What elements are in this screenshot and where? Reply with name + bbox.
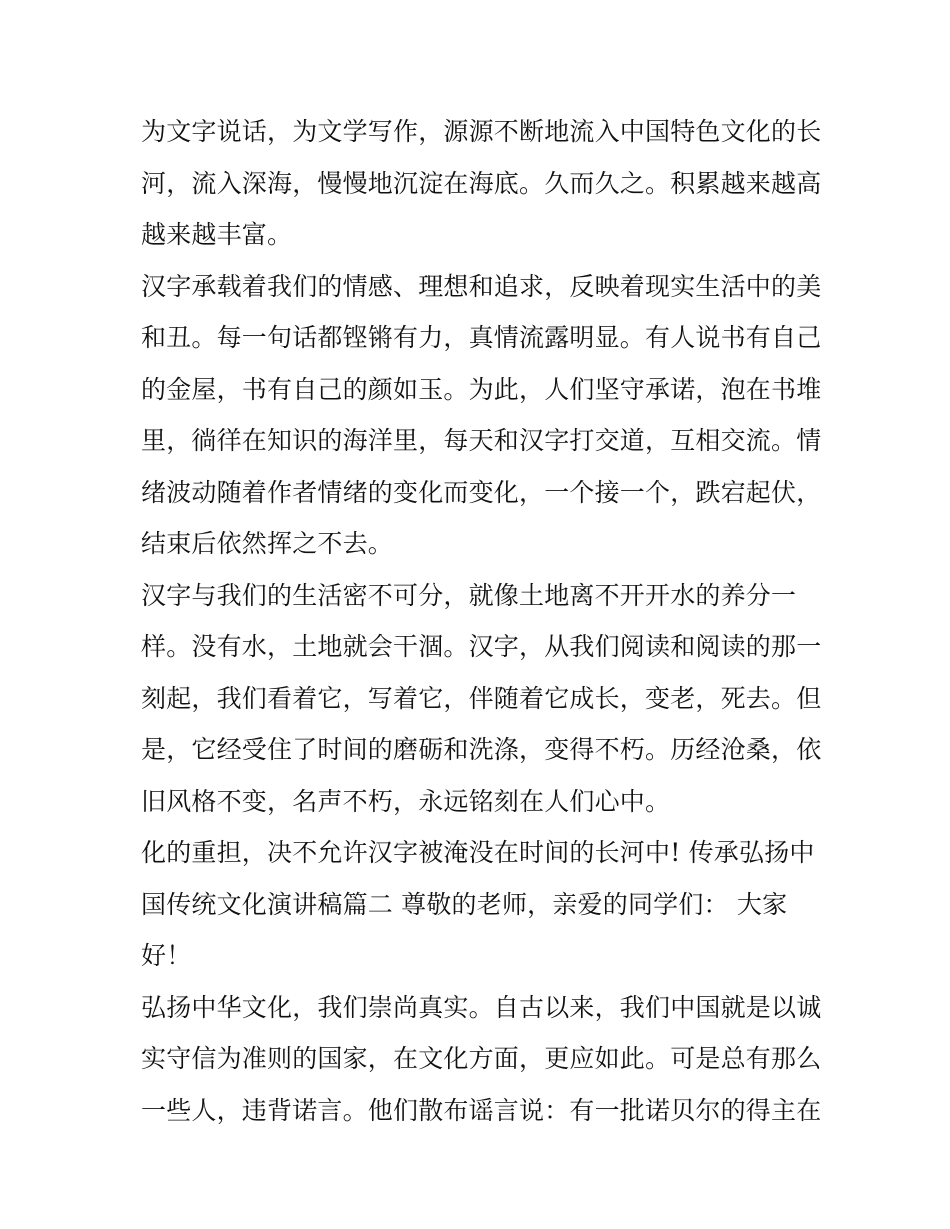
text-line: 汉字承载着我们的情感、理想和追求，反映着现实生活中的美 — [141, 271, 822, 301]
text-line: 里，徜徉在知识的海洋里，每天和汉字打交道，互相交流。情 — [141, 426, 822, 455]
text-line: 样。没有水，土地就会干涸。汉字，从我们阅读和阅读的那一 — [141, 632, 822, 661]
text-line: 结束后依然挥之不去。 — [141, 529, 394, 558]
text-line: 为文字说话，为文学写作，源源不断地流入中国特色文化的长 — [141, 117, 822, 146]
text-line: 的金屋，书有自己的颜如玉。为此，人们坚守承诺，泡在书堆 — [141, 374, 822, 404]
text-line: 河，流入深海，慢慢地沉淀在海底。久而久之。积累越来越高 — [141, 168, 822, 198]
text-line: 旧风格不变，名声不朽，永远铭刻在人们心中。 — [141, 786, 671, 816]
text-line: 化的重担，决不允许汉字被淹没在时间的长河中! 传承弘扬中 — [141, 838, 815, 867]
document-body — [141, 106, 821, 1136]
text-line: 是，它经受住了时间的磨砺和洗涤，变得不朽。历经沧桑，依 — [141, 735, 822, 764]
text-line: 和丑。每一句话都铿锵有力，真情流露明显。有人说书有自己 — [141, 323, 822, 352]
text-line: 越来越丰富。 — [141, 220, 293, 249]
text-line: 汉字与我们的生活密不可分，就像土地离不开开水的养分一 — [141, 580, 797, 610]
text-line: 一些人，违背诺言。他们散布谣言说：有一批诺贝尔的得主在 — [141, 1095, 822, 1125]
text-line: 绪波动随着作者情绪的变化而变化，一个接一个，跌宕起伏， — [141, 477, 822, 507]
text-line: 刻起，我们看着它，写着它，伴随着它成长，变老，死去。但 — [141, 683, 822, 713]
text-line: 国传统文化演讲稿篇二 尊敬的老师，亲爱的同学们： 大家 — [141, 889, 788, 919]
text-line: 好！ — [141, 941, 192, 970]
text-line: 弘扬中华文化，我们崇尚真实。自古以来，我们中国就是以诚 — [141, 992, 822, 1022]
text-line: 实守信为准则的国家，在文化方面，更应如此。可是总有那么 — [141, 1044, 822, 1073]
